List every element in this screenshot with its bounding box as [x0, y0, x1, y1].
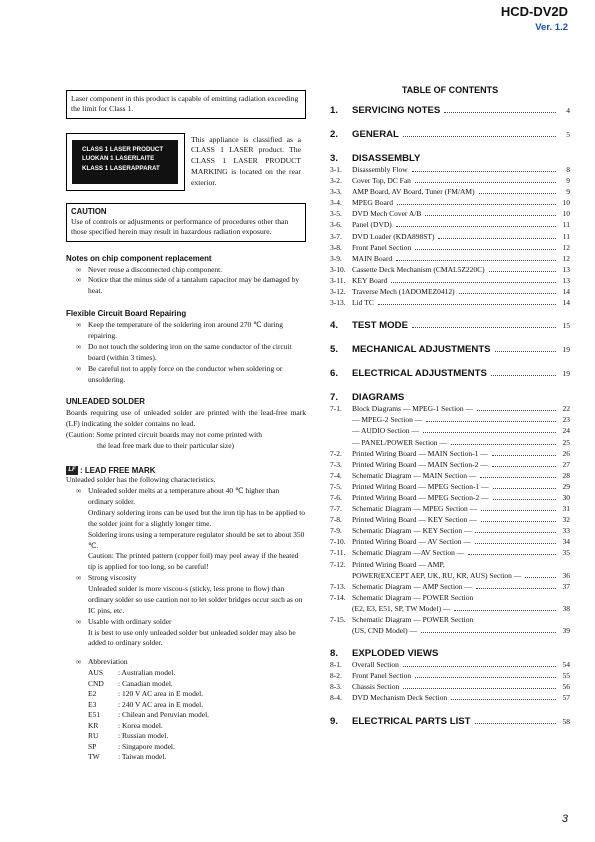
toc-section[interactable]: 4. TEST MODE 15: [330, 320, 570, 332]
toc-entry[interactable]: 7-6. Printed Wiring Board — MPEG Section-2 — 30: [330, 492, 570, 502]
toc-entry[interactable]: 7-7. Schematic Diagram — MPEG Section — 31: [330, 504, 570, 514]
list-item: ∞ Keep the temperature of the soldering iron around 270 ℃ during repairing.: [76, 320, 284, 341]
toc-section[interactable]: 8. EXPLODED VIEWS: [330, 648, 439, 660]
toc-entry[interactable]: 7-14. Schematic Diagram — POWER Section: [330, 592, 474, 602]
caution-text: Use of controls or adjustments or performance of procedures other than those specified herein may result in hazardous radiation exposure.: [71, 217, 289, 237]
abbreviation-list: [66, 657, 306, 762]
toc-entry[interactable]: 3-10. Cassette Deck Mechanism (CMAL5Z220C) 13: [330, 264, 570, 274]
caution-box: [66, 203, 306, 242]
list-item: ∞ Be careful not to apply force on the conductor when soldering or unsoldering.: [76, 363, 283, 384]
toc-entry[interactable]: 8-2. Front Panel Section 55: [330, 671, 570, 681]
toc-entry[interactable]: 7-5. Printed Wiring Board — MPEG Section-1 — 29: [330, 481, 570, 491]
laser-product-label: [66, 133, 185, 191]
page-number: 3: [561, 813, 568, 825]
toc-entry[interactable]: 3-3. AMP Board, AV Board, Tuner (FM/AM) 9: [330, 187, 570, 197]
toc-entry[interactable]: POWER(EXCEPT AEP, UK, RU, KR, AUS) Section — 36: [352, 570, 570, 580]
unleaded-text: Boards requiring use of unleaded solder are printed with the lead-free mark (LF) indicating the solder contains no lead.: [66, 408, 306, 429]
toc-entry[interactable]: 7-9. Schematic Diagram — KEY Section — 33: [330, 526, 570, 536]
list-item: ∞ Usable with ordinary solder: [76, 616, 172, 626]
unleaded-caution: (Caution: Some printed circuit boards may not come printed with: [66, 430, 262, 440]
list-subtext: Caution: The printed pattern (copper foil) may peel away if the heated tip is applied for too long, so be careful!: [88, 551, 299, 572]
list-subtext: Ordinary soldering irons can be used but the iron tip has to be applied to the solder joint for a slightly longer time.: [88, 507, 306, 528]
toc-entry[interactable]: 8-1. Overall Section 54: [330, 660, 570, 670]
toc-section[interactable]: 6. ELECTRICAL ADJUSTMENTS 19: [330, 368, 570, 380]
list-item: ∞ Strong viscosity: [76, 573, 137, 583]
toc-entry[interactable]: 3-4. MPEG Board 10: [330, 198, 570, 208]
lead-free-intro: Unleaded solder has the following characteristics.: [66, 475, 216, 485]
toc-entry[interactable]: 3-9. MAIN Board 12: [330, 253, 570, 263]
toc-entry[interactable]: 3-12. Traverse Mech (1ADOMEZ0412) 14: [330, 287, 570, 297]
abbreviation-item: E2 : 120 V AC area in E model.: [88, 689, 204, 699]
flex-board-heading: Flexible Circuit Board Repairing: [66, 309, 187, 319]
chip-notes-heading: Notes on chip component replacement: [66, 253, 212, 263]
toc-entry[interactable]: 7-2. Printed Wiring Board — MAIN Section-1 — 26: [330, 448, 570, 458]
laser-label-line: LUOKAN 1 LASERLAITE: [82, 155, 155, 163]
unleaded-heading: UNLEADED SOLDER: [66, 397, 145, 407]
toc-entry[interactable]: (E2, E3, E51, SP, TW Model) — 38: [352, 603, 570, 613]
toc-entry[interactable]: 3-11. KEY Board 13: [330, 275, 570, 285]
toc-entry[interactable]: — MPEG-2 Section — 23: [352, 415, 570, 425]
toc-entry[interactable]: 3-5. DVD Mech Cover A/B 10: [330, 209, 570, 219]
toc-entry[interactable]: 8-4. DVD Mechanism Deck Section 57: [330, 693, 570, 703]
left-column: [66, 90, 306, 763]
chip-notes-list: [66, 265, 306, 298]
list-subtext: Soldering irons using a temperature regulator should be set to about 350 ℃.: [88, 529, 305, 550]
laser-label-line: CLASS 1 LASER PRODUCT: [82, 145, 164, 153]
laser-label-section: [66, 133, 306, 203]
toc-entry[interactable]: 3-13. Lid TC 14: [330, 298, 570, 308]
toc-entry[interactable]: 7-1. Block Diagrams — MPEG-1 Section — 22: [330, 404, 570, 414]
toc-section[interactable]: 1. SERVICING NOTES 4: [330, 105, 570, 116]
toc-entry[interactable]: 7-4. Schematic Diagram — MAIN Section — 28: [330, 470, 570, 480]
list-subtext: Unleaded solder is more viscou-s (sticky, less prone to flow) than ordinary solder so use caution not to let solder bridges occur such as on IC pins, etc.: [88, 584, 303, 615]
toc-section[interactable]: 3. DISASSEMBLY: [330, 153, 421, 164]
unleaded-caution-cont: the lead free mark due to their particular size): [97, 441, 235, 451]
toc-section[interactable]: 7. DIAGRAMS: [330, 392, 405, 404]
toc-entry[interactable]: 7-10. Printed Wiring Board — AV Section — 34: [330, 537, 570, 547]
toc-section[interactable]: 9. ELECTRICAL PARTS LIST 58: [330, 715, 570, 727]
abbreviation-heading: ∞ Abbreviation: [76, 657, 128, 667]
toc-entry[interactable]: 7-11. Schematic Diagram —AV Section — 35: [330, 548, 570, 558]
lead-free-list: [66, 486, 306, 649]
abbreviation-item: TW : Taiwan model.: [88, 752, 167, 762]
toc-entry[interactable]: 3-8. Front Panel Section 12: [330, 242, 570, 252]
toc-title: TABLE OF CONTENTS: [401, 85, 499, 95]
abbreviation-item: CND : Canadian model.: [88, 678, 173, 688]
abbreviation-item: AUS : Australian model.: [88, 668, 176, 678]
toc-entry[interactable]: — PANEL/POWER Section — 25: [352, 437, 570, 447]
list-item: ∞ Notice that the minus side of a tantalum capacitor may be damaged by heat.: [76, 275, 300, 296]
version-label: Ver. 1.2: [535, 22, 568, 33]
list-item: ∞ Never reuse a disconnected chip component.: [76, 264, 223, 274]
caution-title: CAUTION: [71, 206, 107, 216]
toc-entry[interactable]: 3-2. Cover Top, DC Fan 9: [330, 176, 570, 186]
abbreviation-item: E3 : 240 V AC area in E model.: [88, 699, 204, 709]
list-item: ∞ Unleaded solder melts at a temperature about 40 ℃ higher than ordinary solder.: [76, 486, 280, 507]
toc-entry[interactable]: — AUDIO Section — 24: [352, 426, 570, 436]
toc-entry[interactable]: 7-12. Printed Wiring Board — AMP,: [330, 559, 445, 569]
toc-entry[interactable]: 7-13. Schematic Diagram — AMP Section — 37: [330, 581, 570, 591]
toc-entry[interactable]: (US, CND Model) — 39: [352, 626, 570, 636]
toc-entry[interactable]: 3-7. DVD Loader (KDA898ST) 11: [330, 231, 570, 241]
laser-label-line: KLASS 1 LASERAPPARAT: [82, 164, 160, 172]
abbreviation-item: E51 : Chilean and Peruvian model.: [88, 710, 210, 720]
lead-free-icon: LF: [66, 466, 78, 475]
list-subtext: It is best to use only unleaded solder but unleaded solder may also be added to ordinary solder.: [88, 627, 296, 648]
abbreviation-item: RU : Russian model.: [88, 731, 169, 741]
toc-entry[interactable]: 7-8. Printed Wiring Board — KEY Section — 32: [330, 515, 570, 525]
flex-board-list: [66, 320, 306, 385]
toc-entry[interactable]: 8-3. Chassis Section 56: [330, 682, 570, 692]
laser-warning-box: Laser component in this product is capable of emitting radiation exceeding the limit for Class 1.: [66, 90, 306, 119]
toc-entry[interactable]: 3-6. Panel (DVD) 11: [330, 220, 570, 230]
list-item: ∞ Do not touch the soldering iron on the same conductor of the circuit board (within 3 times).: [76, 341, 292, 362]
toc-section[interactable]: 2. GENERAL 5: [330, 129, 570, 140]
toc-entry[interactable]: 3-1. Disassembly Flow 8: [330, 165, 570, 174]
lead-free-heading: LF : LEAD FREE MARK: [66, 466, 306, 475]
abbreviation-item: KR : Korea model.: [88, 720, 163, 730]
table-of-contents: [330, 85, 570, 727]
toc-entry[interactable]: 7-15. Schematic Diagram — POWER Section: [330, 615, 474, 624]
laser-classification-text: This appliance is classified as a CLASS 1 LASER product. The CLASS 1 LASER PRODUCT MARKING is located on the rear exterior.: [191, 134, 301, 188]
toc-section[interactable]: 5. MECHANICAL ADJUSTMENTS 19: [330, 344, 570, 356]
abbreviation-item: SP : Singapore model.: [88, 741, 175, 751]
toc-entry[interactable]: 7-3. Printed Wiring Board — MAIN Section-2 — 27: [330, 459, 570, 469]
model-name: HCD-DV2D: [500, 4, 568, 19]
